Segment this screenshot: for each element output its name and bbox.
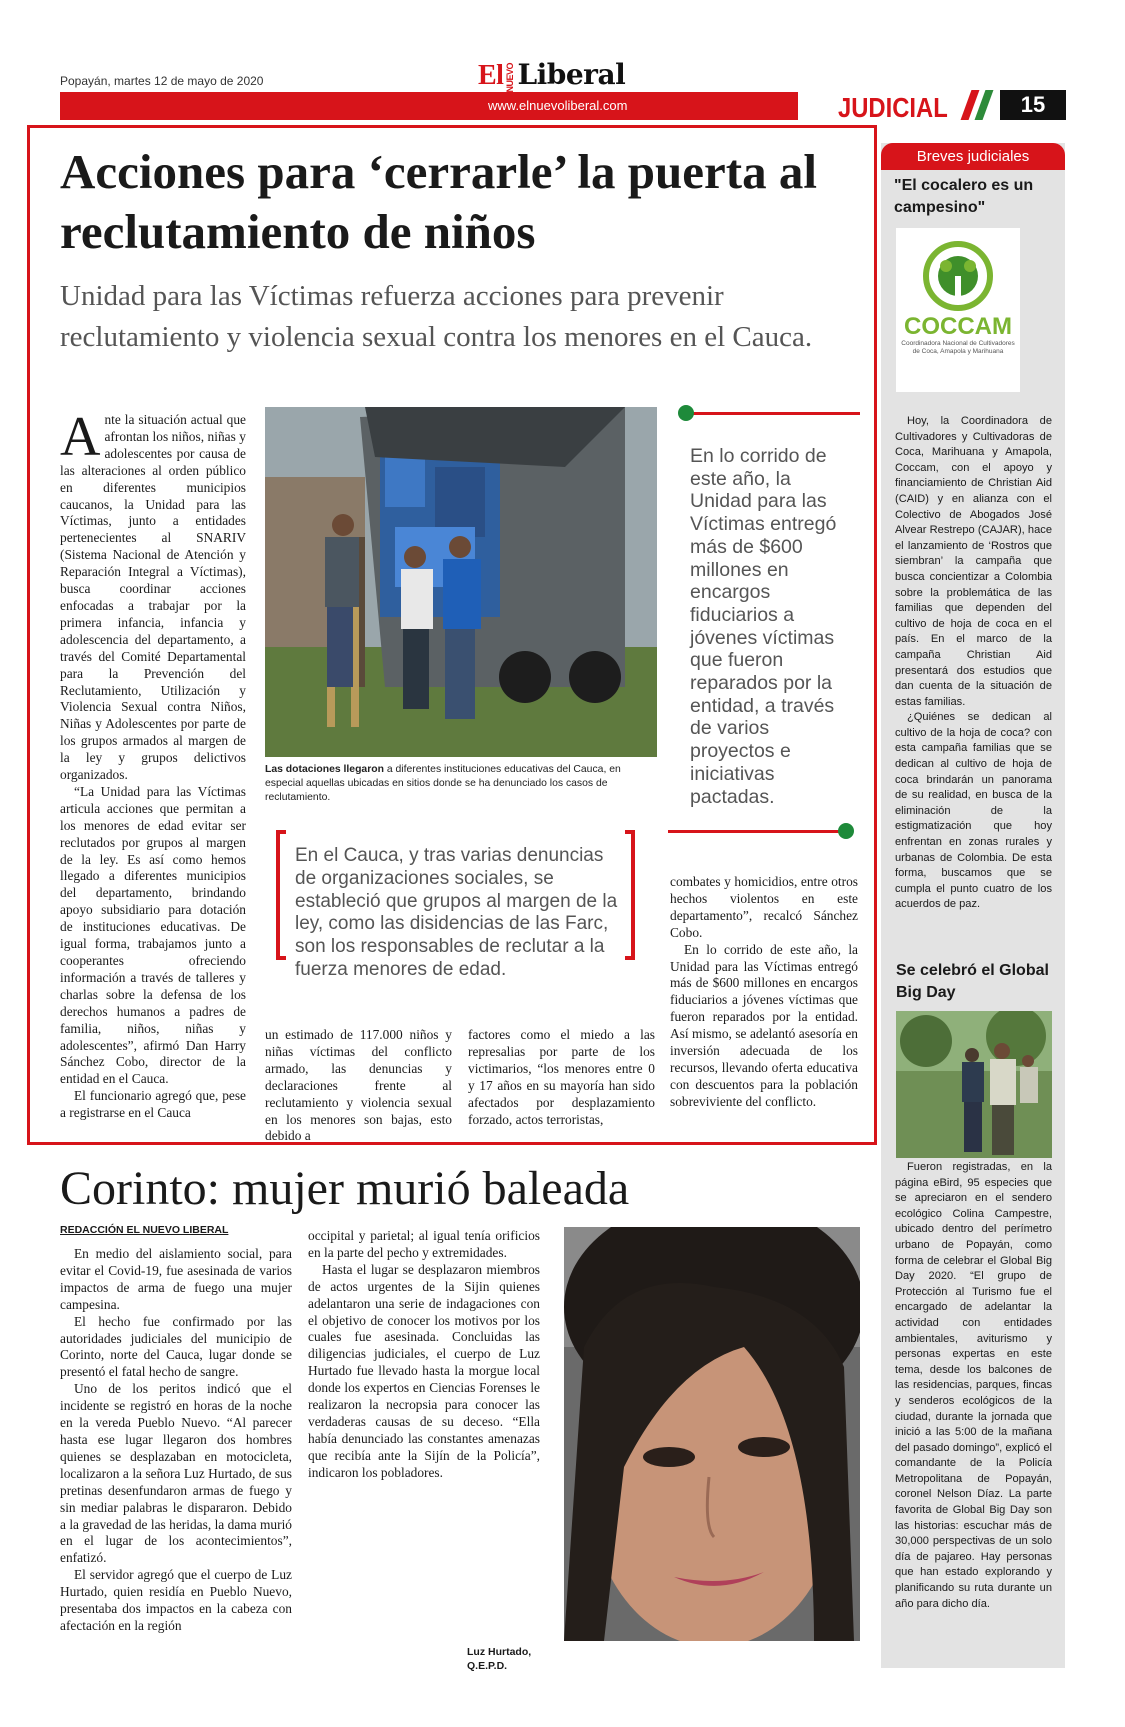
photo-caption [265, 763, 657, 805]
dateline: Popayán, martes 12 de mayo de 2020 [60, 74, 264, 88]
paragraph: combates y homicidios, entre otros hechos violentos en este departamento”, recalcó Sánchez Cobo. [670, 874, 858, 940]
pullquote-center: En el Cauca, y tras varias denuncias de organizaciones sociales, se estableció que grupos al margen de la ley, como las disidencias de las Farc, son los responsables de reclutar a la fuerza menores de edad. [295, 845, 618, 980]
site-url[interactable]: www.elnuevoliberal.com [488, 98, 628, 113]
paragraph: un estimado de 117.000 niños y niñas víctimas del conflicto armado, las denuncias y declaraciones frente al reclutamiento y violencia sexual en los menores son bajas, esto debido a [265, 1027, 452, 1144]
victim-portrait-photo [564, 1227, 860, 1641]
caption-lead: Las dotaciones llegaron [265, 764, 384, 775]
brief-body-2 [895, 1160, 1052, 1612]
paragraph: Uno de los peritos indicó que el incidente se registró en horas de la noche en la vereda Pueblo Nuevo. “Al parecer hasta ese lugar llegaron dos hombres quienes se desplazaban en motocicleta, localizaron a la señora Luz Hurtado, de sus pretinas desenfundaron armas de fuego y sin mediar palabras le dispararon. Debido a la gravedad de las heridas, la dama murió en el lugar de los acontecimientos”, enfatizó. [60, 1381, 292, 1566]
second-headline: Corinto: mujer murió baleada [60, 1162, 630, 1215]
paragraph: El funcionario agregó que, pese a registrarse en el Cauca [60, 1088, 246, 1121]
main-column-1 [60, 406, 246, 1122]
byline: REDACCIÓN EL NUEVO LIBERAL [60, 1224, 229, 1236]
sidebar-tab: Breves judiciales [881, 143, 1065, 170]
main-subheadline: Unidad para las Víctimas refuerza acciones para prevenir reclutamiento y violencia sexual contra los menores en el Cauca. [60, 280, 813, 353]
main-column-3 [468, 1027, 655, 1128]
paragraph: Fueron registradas, en la página eBird, 95 especies que se apreciaron en el sendero ecológico Colina Campestre, ubicado dentro del perímetro urbano de Popayán, como forma de celebrar el Global Big Day 2020. “El grupo de Protección al Turismo fue el encargado de adelantar la actividad con entidades ambientales, aviturismo y personas expertas en este tema, desde los balcones de las residencias, parques, fincas y senderos ecológicos de la ciudad, durante la jornada que inició a las 5:00 de la mañana del pasado domingo”, explicó el comandante de la Policía Metropolitana de Popayán, coronel Nelson Díaz. La parte favorita de Global Big Day son las historias: escuchar más de 30,000 perspectivas de un solo día de pajareo. Hay personas que han estado explorando y planificando su ruta durante un año para dicho día. [895, 1161, 1052, 1610]
logo-wordmark: COCCAM [904, 313, 1012, 340]
pullquote-rule-top [690, 412, 860, 415]
drop-cap: A [60, 406, 101, 468]
pullquote-dot [678, 405, 694, 421]
pullquote-dot [838, 823, 854, 839]
main-headline: Acciones para ‘cerrarle’ la puerta al reclutamiento de niños [60, 144, 817, 259]
newspaper-logo [478, 58, 625, 92]
paragraph: occipital y parietal; al igual tenía orificios en la parte del pecho y extremidades. [308, 1228, 540, 1260]
logo-liberal: Liberal [517, 58, 626, 91]
paragraph: Hoy, la Coordinadora de Cultivadores y Cultivadoras de Coca, Marihuana y Amapola, Coccam, con el apoyo y financiamiento de Christian Aid (CAID) y en alianza con el Colectivo de Abogados José Alvear Restrepo (CAJAR), hace el lanzamiento de ‘Rostros que siembran’ la campaña que busca concientizar a Colombia sobre la problemática de las familias que dependen del cultivo de hoja de coca en el país. En el marco de la campaña Christian Aid presentará dos estudios que dan cuenta de la situación de estas familias. [895, 415, 1052, 708]
donation-truck-photo [265, 407, 657, 757]
header-red-bar [60, 92, 798, 120]
second-column-1 [60, 1246, 292, 1635]
paragraph: En lo corrido de este año, la Unidad para las Víctimas entregó más de $600 millones en encargos fiduciarios a jóvenes víctimas que fueron reparados por la entidad. Así mismo, se adelantó asesoría en inversión adecuada de los recursos, llevando oferta educativa con descuentos para la población sobreviviente del conflicto. [670, 941, 858, 1109]
paragraph: ¿Quiénes se dedican al cultivo de la hoja de coca? con esta campaña familias que se dedican al cultivo de hoja de coca brindarán un panorama de su realidad, en busca de la eliminación de la estigmatización que hoy enfrentan en zonas rurales y urbanas de Colombia. De esta forma, buscamos que se cumpla el punto cuatro de los acuerdos de paz. [895, 711, 1052, 911]
caption-text: a diferentes instituciones educativas del Cauca, en especial aquellas ubicadas en sitios donde se ha denunciado los casos de reclutamiento. [265, 764, 621, 803]
paragraph: factores como el miedo a las represalias por parte de los victimarios, “los menores entre 0 y 17 años en su mayoría han sido afectados por desplazamiento forzado, actos terroristas, [468, 1027, 655, 1127]
brief-body-1 [895, 414, 1052, 913]
paragraph: “La Unidad para las Víctimas articula acciones que permitan a los menores de edad evitar ser reclutados por grupos al margen de la ley. Es así como hemos llegado a diferentes municipios del departamento, brindando apoyo subsidiario para dotación de instituciones educativas. De igual forma, trabajamos junto a cooperantes ofreciendo información a través de talleres y charlas sobre la defensa de los derechos humanos a padres de familia, niños, niñas y adolescentes”, afirmó Dan Harry Sánchez Cobo, director de la entidad en el Cauca. [60, 783, 246, 1087]
portrait-caption: Luz Hurtado, Q.E.P.D. [467, 1646, 532, 1672]
paragraph: En medio del aislamiento social, para evitar el Covid-19, fue asesinada de varios impactos de arma de fuego una mujer campesina. [60, 1246, 292, 1312]
section-title: JUDICIAL [838, 92, 948, 123]
coccam-logo [896, 228, 1020, 392]
paragraph: El hecho fue confirmado por las autoridades judiciales del municipio de Corinto, norte del Cauca, lugar donde se presentó el fatal hecho de sangre. [60, 1313, 292, 1380]
pullquote-bracket-right [625, 830, 635, 960]
brief-title-2: Se celebró el Global Big Day [896, 962, 1049, 1001]
paragraph: nte la situación actual que afrontan los niños, niñas y adolescentes por causa de las alteraciones al orden público en diferentes municipios caucanos, la Unidad para las Víctimas, junto a entidades pertenecientes al SNARIV (Sistema Nacional de Atención y Reparación Integral a Víctimas), busca coordinar acciones enfocadas a trabajar por la primera infancia, infancia y adolescencia del departamento, a través del Comité Departamental para la Prevención del Reclutamiento, Utilización y Violencia Sexual contra Niños, Niñas y Adolescentes por parte de los grupos armados al margen de la ley y grupos delictivos organizados. [60, 412, 246, 783]
paragraph: El servidor agregó que el cuerpo de Luz Hurtado, quien residía en Pueblo Nuevo, presentaba dos impactos en la cabeza con afectación en la región [60, 1567, 292, 1633]
logo-nuevo: NUEVO [505, 62, 516, 93]
brief-title-1: "El cocalero es un campesino" [894, 177, 1034, 216]
pullquote-rule-bottom [668, 830, 840, 833]
paragraph: Hasta el lugar se desplazaron miembros de actos urgentes de la Sijin quienes adelantaron una serie de indagaciones con el objetivo de conocer los motivos por los cuales fue asesinada. Concluidas las diligencias judiciales, el cuerpo de Luz Hurtado fue llevado hasta la morgue local donde los expertos en Ciencias Forenses le realizaron la necropsia para conocer las verdaderas causas de su deceso. “Ella había denunciado las constantes amenazas que recibía ante la Sijín de la Policía”, indicaron los pobladores. [308, 1261, 540, 1480]
bird-watching-photo [896, 1011, 1052, 1158]
page-number: 15 [1000, 90, 1066, 120]
main-column-4 [670, 874, 858, 1111]
pullquote-bracket-left [276, 830, 286, 960]
logo-subtext: Coordinadora Nacional de Cultivadores de Coca, Amapola y Marihuana [901, 340, 1015, 355]
pullquote-right: En lo corrido de este año, la Unidad para las Víctimas entregó más de $600 millones en encargos fiduciarios a jóvenes víctimas que fueron reparados por la entidad, a través de varios proyectos e iniciativas pactadas. [690, 445, 837, 808]
logo-el: El [478, 60, 504, 91]
main-column-2 [265, 1027, 452, 1145]
second-column-2 [308, 1228, 540, 1482]
